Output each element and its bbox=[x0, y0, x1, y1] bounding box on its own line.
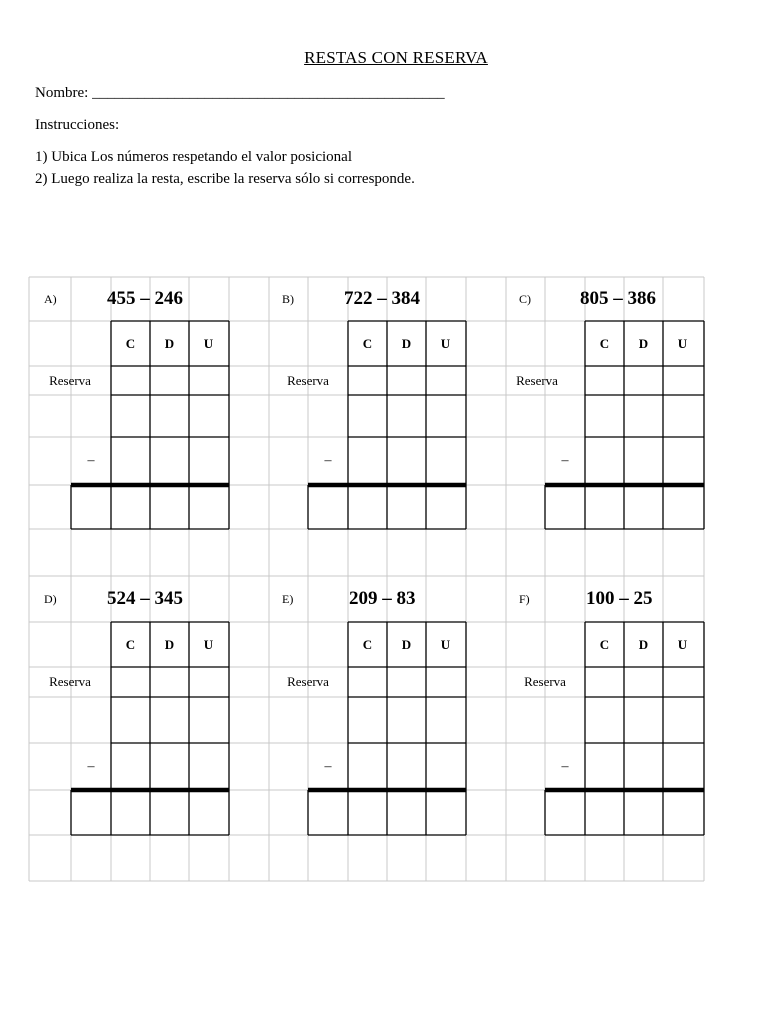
minus-sign: – bbox=[87, 759, 95, 774]
column-header-c: C bbox=[362, 637, 373, 652]
column-header-d: D bbox=[164, 637, 175, 652]
column-header-d: D bbox=[638, 637, 649, 652]
column-header-d: D bbox=[401, 637, 412, 652]
problem-label-c: C) bbox=[519, 292, 531, 306]
column-header-u: U bbox=[677, 637, 688, 652]
name-field[interactable]: Nombre: _______________________________________________ bbox=[35, 85, 445, 101]
column-header-c: C bbox=[125, 637, 136, 652]
problem-label-d: D) bbox=[44, 592, 57, 606]
column-header-u: U bbox=[203, 336, 214, 351]
problem-expression-e: 209 – 83 bbox=[349, 588, 416, 609]
minus-sign: – bbox=[87, 453, 95, 468]
column-header-d: D bbox=[401, 336, 412, 351]
instruction-1: 1) Ubica Los números respetando el valor posicional bbox=[35, 149, 352, 165]
minus-sign: – bbox=[324, 453, 332, 468]
page-title: RESTAS CON RESERVA bbox=[304, 48, 488, 67]
problem-label-b: B) bbox=[282, 292, 294, 306]
column-header-u: U bbox=[440, 336, 451, 351]
column-header-c: C bbox=[599, 637, 610, 652]
instructions-label: Instrucciones: bbox=[35, 117, 120, 133]
column-header-u: U bbox=[440, 637, 451, 652]
problem-expression-b: 722 – 384 bbox=[344, 288, 420, 309]
problem-expression-d: 524 – 345 bbox=[107, 588, 183, 609]
column-header-c: C bbox=[125, 336, 136, 351]
column-header-c: C bbox=[599, 336, 610, 351]
column-header-d: D bbox=[164, 336, 175, 351]
reserve-label: Reserva bbox=[524, 674, 566, 689]
problem-label-f: F) bbox=[519, 592, 530, 606]
column-header-d: D bbox=[638, 336, 649, 351]
reserve-label: Reserva bbox=[49, 373, 91, 388]
column-header-u: U bbox=[677, 336, 688, 351]
column-header-c: C bbox=[362, 336, 373, 351]
instruction-2: 2) Luego realiza la resta, escribe la reserva sólo si corresponde. bbox=[35, 171, 415, 187]
minus-sign: – bbox=[324, 759, 332, 774]
reserve-label: Reserva bbox=[516, 373, 558, 388]
minus-sign: – bbox=[561, 453, 569, 468]
column-header-u: U bbox=[203, 637, 214, 652]
problem-expression-a: 455 – 246 bbox=[107, 288, 183, 309]
reserve-label: Reserva bbox=[287, 674, 329, 689]
minus-sign: – bbox=[561, 759, 569, 774]
problem-label-e: E) bbox=[282, 592, 294, 606]
problem-expression-c: 805 – 386 bbox=[580, 288, 656, 309]
reserve-label: Reserva bbox=[49, 674, 91, 689]
problem-expression-f: 100 – 25 bbox=[586, 588, 653, 609]
problem-label-a: A) bbox=[44, 292, 57, 306]
reserve-label: Reserva bbox=[287, 373, 329, 388]
